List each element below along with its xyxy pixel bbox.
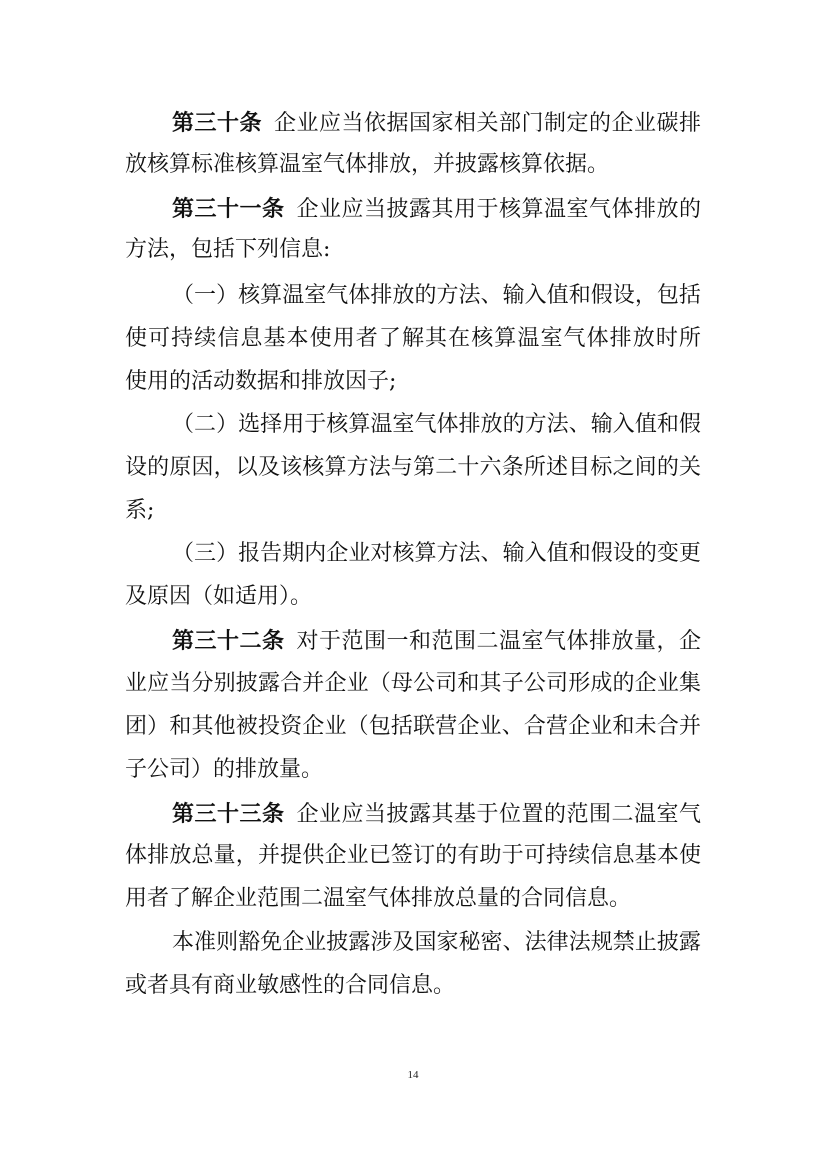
article-33-text: 企业应当披露其基于位置的范围二温室气 (296, 802, 702, 827)
article-33-text: 用者了解企业范围二温室气体排放总量的合同信息。 (125, 886, 632, 911)
article-32-text: 对于范围一和范围二温室气体排放量，企 (296, 629, 702, 654)
article-31-item-2-text: 系; (125, 498, 155, 523)
article-30-text: 放核算标准核算温室气体排放，并披露核算依据。 (125, 152, 610, 177)
article-32-text: 业应当分别披露合并企业（母公司和其子公司形成的企业集 (125, 671, 702, 696)
article-30-title: 第三十条 (172, 110, 263, 136)
article-31-item-3-text: 及原因（如适用）。 (125, 584, 313, 609)
article-31-item-2-text: （二）选择用于核算温室气体排放的方法、输入值和假 (172, 412, 701, 437)
article-31-title: 第三十一条 (172, 196, 285, 222)
article-31-item-3-text: （三）报告期内企业对核算方法、输入值和假设的变更 (172, 541, 701, 566)
article-30-text: 企业应当依据国家相关部门制定的企业碳排 (274, 111, 702, 136)
article-32-text: 子公司）的排放量。 (125, 757, 324, 782)
page-number: 14 (407, 1069, 419, 1081)
article-31-text: 方法，包括下列信息: (125, 237, 331, 262)
article-31-text: 企业应当披露其用于核算温室气体排放的 (296, 197, 702, 222)
exemption-text: 或者具有商业敏感性的合同信息。 (125, 973, 456, 998)
article-33-title: 第三十三条 (172, 801, 285, 827)
article-33-text: 体排放总量，并提供企业已签订的有助于可持续信息基本使 (125, 843, 702, 868)
article-31-item-1-text: （一）核算温室气体排放的方法、输入值和假设，包括 (172, 283, 701, 308)
article-31-item-1-text: 使可持续信息基本使用者了解其在核算温室气体排放时所 (125, 326, 703, 351)
article-32-text: 团）和其他被投资企业（包括联营企业、合营企业和未合并 (125, 714, 702, 739)
exemption-text: 本准则豁免企业披露涉及国家秘密、法律法规禁止披露 (172, 930, 701, 955)
article-31-item-1-text: 使用的活动数据和排放因子; (125, 369, 397, 394)
article-31-item-2-text: 设的原因，以及该核算方法与第二十六条所述目标之间的关 (125, 455, 702, 480)
article-32-title: 第三十二条 (172, 628, 285, 654)
